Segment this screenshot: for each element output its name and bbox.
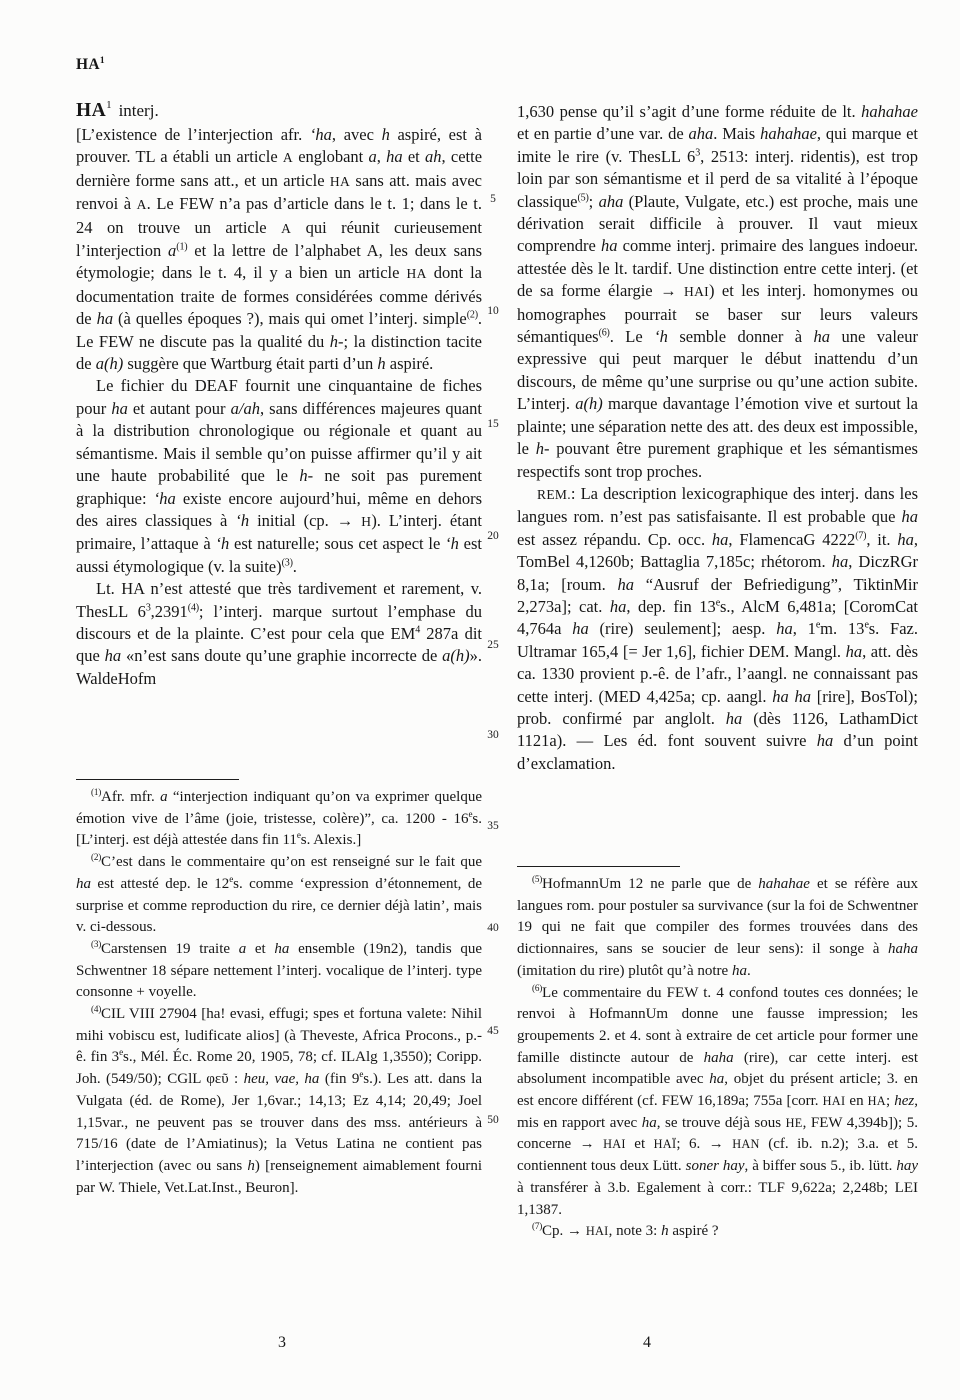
text-run: s. [L’interj. est déjà attestée dans fin 11 [76, 810, 482, 849]
text-run: une valeur expressive qui peut marquer le début inattendu d’un discours, de même qu’une surprise ou qu’une action subite. L’interj. [517, 327, 918, 414]
superscript-marker: (6) [598, 327, 610, 339]
text-run: (rire) seulement]; aesp. [588, 619, 777, 639]
superscript-marker: (4) [91, 1004, 102, 1015]
superscript-marker: e [864, 619, 869, 631]
superscript-marker: (1) [176, 241, 188, 253]
right-column [517, 101, 918, 1243]
text-run: ‘h [654, 327, 668, 347]
text-run: HAI [585, 1224, 609, 1239]
text-run: aha [598, 191, 624, 211]
text-run: ensemble (19n2), tandis que Schwentner 18 sépare nettement l’interj. vocalique de l’interj. type consonne + voyelle. [76, 940, 482, 1001]
superscript-marker: (7) [855, 530, 867, 542]
text-run: ha [725, 708, 743, 728]
left-main-text [76, 124, 482, 772]
superscript-marker: (3) [281, 557, 293, 569]
superscript-marker: (7) [532, 1221, 543, 1232]
text-run: h- [329, 331, 344, 351]
text-run: ha [831, 552, 849, 572]
superscript-marker: 4 [415, 624, 421, 636]
superscript-marker: e [229, 873, 234, 884]
line-number: 15 [487, 418, 499, 430]
text-run: aspiré, est à prouver. TL a établi un article [76, 125, 482, 167]
text-run: , dep. fin 13 [626, 596, 716, 616]
text-run: s. Alexis.] [300, 832, 362, 849]
footnote-1 [76, 787, 482, 852]
text-run: (Plaute, Vulgate, etc.) est proche, mais une dérivation serait difficile à prouver. Il vaut mieux comprendre [517, 191, 918, 256]
text-run: HAÏ [653, 1137, 677, 1152]
text-run: , 2513: interj. ridentis), est trop loin par son sémantisme et il perd de sa vitalité à l’époque classique [517, 146, 918, 211]
text-run: ‘h [235, 510, 250, 530]
text-run: CIL VIII 27904 [ha! evasi, effugi; spes et fortuna valete: Nihil mihi vobiscu est, ludificate alios] (à Theveste, Africa Procons., p.-ê. fin 3 [76, 1006, 482, 1066]
text-run: (imitation du rire) plutôt qu’à notre [517, 962, 732, 979]
text-run: 287a dit que [76, 623, 482, 666]
text-run: h [661, 1223, 669, 1240]
text-run: dont la documentation traite de formes considérées comme dérivés de [76, 263, 482, 329]
text-run: hahahae [758, 876, 810, 892]
running-head-word: HA [76, 56, 100, 73]
footnote-2 [76, 852, 482, 939]
text-run: (cf. ib. n.2); 3.a. et 5. contiennent tous deux Lütt. [517, 1136, 918, 1175]
text-run: ‘h [215, 534, 230, 554]
text-run: ha [813, 327, 831, 347]
text-run: , FlamencaG 4222 [728, 529, 856, 549]
text-run: ha [600, 236, 618, 256]
text-run: ». WaldeHofm [76, 646, 482, 688]
text-run: et [402, 147, 426, 167]
text-run: ha [274, 940, 290, 957]
text-run: à transférer à 3.b. Egalement à corr.: TLF 9,622a; 2,248b; LEI 1,1387. [517, 1179, 918, 1218]
text-run: Afr. mfr. [101, 789, 161, 805]
text-run: ha [709, 1071, 725, 1088]
footnote-7 [517, 1221, 918, 1243]
text-run: , it. [866, 529, 898, 549]
text-run: Le fichier du DEAF fournit une cinquantaine de fiches pour [76, 376, 482, 418]
text-run: englobant [292, 147, 369, 167]
text-run: . Le [609, 327, 655, 347]
text-run: A [281, 220, 292, 236]
superscript-marker: (4) [187, 602, 199, 614]
line-number: 50 [487, 1114, 499, 1126]
text-run: (à quelles époques ?), mais qui omet l’interj. simple [113, 309, 467, 329]
text-run: Cp. → [542, 1223, 586, 1240]
text-run: aspiré. [385, 354, 434, 374]
text-run: a(h) [575, 394, 603, 414]
text-run: s. comme ‘expression d’étonnement, de surprise et comme reproduction du rire, ce dernier déjà latin’, mais v. ci-dessous. [76, 875, 482, 936]
text-run: ) et les interj. homonymes ou homographes pourrait se baser sur leurs valeurs sémantiques [517, 281, 918, 347]
text-run: . Le FEW ne discute pas la qualité du [76, 309, 482, 351]
text-run: hahahae [760, 124, 817, 144]
text-run: ha [111, 398, 128, 418]
text-run: «n’est sans doute qu’une graphie incorrecte de [121, 646, 443, 666]
text-run: ; 6. → [676, 1136, 733, 1153]
text-run: en [845, 1093, 868, 1110]
text-run: ha [776, 619, 793, 639]
text-run: a [368, 147, 377, 167]
text-run: ha [96, 309, 114, 329]
text-run: s.). Les att. dans la Vulgata (éd. de Rome), Jer 1,6var.; 14,13; Ez 4,14; 20,49; Joel 1,15var., ne peuvent pas se trouver dans des mss. antérieurs à 715/16 (date de l’Amiatinus); la Vetus Latina ne contient pas l’interjection (avec ou sans [76, 1071, 482, 1174]
text-run: s. Faz. Ultramar 165,4 [= Jer 1,6], fichier DEM. Mangl. [517, 619, 918, 661]
deaf-files-paragraph [76, 375, 482, 578]
text-run: hahahae [861, 102, 918, 121]
text-run: ne soit pas purement graphique: [76, 466, 483, 508]
text-run: ha [897, 529, 914, 549]
text-run: ha [617, 574, 635, 594]
text-run: et autant pour [127, 398, 231, 418]
left-footnotes [76, 787, 482, 1199]
text-run: HofmannUm 12 ne parle que de [542, 876, 759, 892]
superscript-marker: e [815, 619, 821, 631]
text-run: , TomBel 4,1260b; Battaglia 7,185c; rhétorom. [517, 529, 919, 572]
text-run: m. 13 [820, 619, 865, 639]
page-number-right: 4 [643, 1334, 651, 1351]
superscript-marker: 3 [145, 602, 151, 614]
text-run: , avec [331, 125, 382, 144]
text-run: h [377, 354, 386, 374]
line-number-gutter [480, 0, 506, 1400]
text-run: ha [731, 962, 747, 979]
text-run: , sans différences majeures quant à la distribution chronologique ou régionale et quant au sémantisme. Mais il semble qu’on puisse affirmer qu’il y ait une haute probabilité que le [76, 398, 482, 486]
text-run: s., Mél. Éc. Rome 20, 1905, 78; cf. ILAlg 1,3550); Coripp. Joh. (549/50); CGlL φεῦ : [76, 1049, 482, 1088]
text-run: d’un point d’exclamation. [517, 731, 918, 773]
text-run: (dès 1126, LathamDict 1121a). — Les éd. font souvent suivre [517, 708, 918, 751]
text-run: a [168, 241, 177, 261]
text-run: , mis en rapport avec [517, 1093, 918, 1131]
remark-paragraph [517, 483, 918, 775]
text-run: : La description lexicographique des interj. dans les langues rom. n’est pas satisfaisante. Il est probable que [517, 483, 918, 527]
superscript-marker: (5) [577, 192, 589, 204]
text-run: existe encore aujourd’hui, même en dehors des aires classiques à [76, 488, 482, 530]
text-run: heu, vae, ha [243, 1071, 320, 1088]
latin-attestation-paragraph [76, 578, 482, 690]
line-number: 20 [487, 530, 499, 542]
footnote-separator-right [517, 866, 680, 867]
footnote-3 [76, 939, 482, 1004]
text-run: [L’existence de l’interjection afr. [76, 125, 310, 144]
text-run: ha [641, 1114, 657, 1131]
text-run: ha [386, 147, 403, 167]
text-run: a(h) [442, 646, 470, 666]
text-run: H [361, 513, 372, 529]
text-run: , att. dès ca. 1330 provient p.-ê. de l’afr., l’aangl. ne connaissant pas cette interj. (MED 4,425a; cp. aangl. [517, 641, 918, 706]
text-run: ‘h [445, 534, 459, 554]
right-footnotes [517, 874, 918, 1243]
text-run: et [625, 1136, 654, 1153]
text-run: comme interj. primaire des langues indoeur. attestée dès le lt. tardif. Une distinction entre cette interj. (et de sa forme élargie → [517, 236, 918, 301]
running-head [76, 56, 104, 74]
text-run: A [282, 150, 293, 166]
text-run: , 1 [792, 619, 816, 639]
text-run: C’est dans le commentaire qu’on est renseigné sur le fait que [101, 854, 482, 871]
entry-intro-paragraph [76, 124, 482, 375]
text-run: ha [816, 731, 834, 751]
superscript-marker: (6) [532, 982, 543, 993]
text-run: , se trouve déjà sous [656, 1114, 786, 1131]
line-number: 25 [487, 639, 499, 651]
text-run: 1,630 pense qu’il s’agit d’une forme réduite de lt. [517, 102, 862, 121]
text-run: , à biffer sous 5., ib. lütt. [744, 1158, 897, 1175]
text-run: ha [901, 507, 918, 527]
footnote-separator-left [76, 779, 239, 780]
text-run: ha [711, 529, 729, 549]
text-run: . [292, 556, 297, 576]
text-run: a(h) [95, 354, 124, 374]
text-run: et se réfère aux langues rom. pour postuler sa survivance (sur la foi de Schwentner 19 qui ne fait que compiler des formes trouvées dans des dictionnaires, sans se soucier de leur sens): il songe à [517, 876, 918, 958]
text-run: ). L’interj. étant primaire, l’attaque à [76, 510, 482, 554]
text-run: . [746, 962, 751, 979]
text-run: est assez répandu. Cp. occ. [517, 529, 712, 549]
text-run: HAN [732, 1137, 760, 1152]
line-number: 40 [487, 922, 499, 934]
running-head-homonym-number: 1 [99, 55, 105, 66]
text-run: [rire], BosTol); prob. confirmé par anglolt. [517, 686, 918, 728]
text-run: h [247, 1157, 255, 1174]
text-run: HAI [603, 1137, 626, 1152]
text-run: ah [425, 147, 442, 167]
text-run: pouvant être purement graphique et les sémantismes respectifs sont trop proches. [517, 439, 918, 481]
text-run: qui réunit curieusement l’interjection [76, 217, 482, 261]
entry-homonym-number: 1 [106, 99, 112, 111]
entry-pos: interj. [118, 101, 159, 120]
text-run: HAI [684, 284, 709, 300]
text-run: est naturelle; sous cet aspect le [229, 534, 446, 554]
text-run: aspiré ? [668, 1223, 719, 1240]
text-run: Carstensen 19 traite [101, 940, 239, 957]
text-run: h- [535, 439, 550, 459]
text-run: HA [867, 1094, 886, 1109]
text-run: , cette dernière forme sans att., et un article [76, 147, 483, 190]
entry-headline [76, 99, 482, 122]
text-run: marque davantage l’émotion vive et surtout la plainte; une séparation nette des att. des deux est impossible, le [517, 394, 918, 459]
text-run: ha [76, 875, 91, 892]
text-run: ; [588, 191, 599, 211]
text-run: “interjection indiquant qu’on va exprimer quelque émotion vive de l’âme (joie, tristesse, colère)”, ca. 1200 - 16 [76, 789, 483, 827]
text-run: ,2391 [150, 601, 188, 621]
text-run: ha [609, 596, 627, 616]
text-run: initial (cp. → [249, 510, 362, 530]
text-run: HA [329, 173, 351, 189]
text-run: ha [572, 619, 589, 639]
text-run: suggère que Wartburg était parti d’un [123, 354, 378, 374]
superscript-marker: (5) [532, 874, 543, 884]
superscript-marker: (3) [91, 938, 102, 949]
text-run: ; [886, 1093, 895, 1110]
page-number-left: 3 [278, 1334, 286, 1351]
text-run: (rire), car cette interj. est absolument incompatible avec [517, 1049, 918, 1088]
text-run: , [376, 147, 387, 167]
text-run: est attesté dep. le 12 [91, 875, 230, 892]
superscript-marker: e [359, 1069, 364, 1080]
text-run: soner hay [685, 1158, 745, 1175]
text-run: . Mais [713, 124, 761, 144]
text-run: HA [406, 266, 427, 282]
waldehofm-continuation-paragraph [517, 101, 918, 483]
text-run: et en partie d’une var. de [517, 124, 689, 144]
text-run: ‘ha [309, 125, 332, 144]
left-column [76, 99, 482, 1199]
line-number: 35 [487, 820, 499, 832]
footnote-5 [517, 874, 918, 983]
text-run: a [238, 940, 247, 957]
text-run: h [381, 125, 390, 144]
text-run: (fin 9 [319, 1071, 360, 1088]
entry-headword: HA [76, 100, 107, 121]
text-run: ha [845, 641, 863, 661]
text-run: haha [703, 1049, 734, 1066]
text-run: , FEW 4,394b]); 5. concerne → [517, 1114, 918, 1153]
superscript-marker: (1) [91, 787, 102, 797]
text-run: et la lettre de l’alphabet A, les deux sans étymologie; dans le t. 4, il y a bien un article [76, 241, 483, 283]
text-run: “Ausruf der Befriedigung”, TiktinMir 2,273a]; cat. [517, 574, 918, 616]
line-number: 5 [490, 193, 496, 205]
text-run: ha ha [772, 686, 811, 706]
text-run: ; l’interj. marque surtout l’emphase du discours et de la plainte. C’est pour cela que EM [76, 601, 482, 643]
text-run: aha [688, 124, 714, 144]
footnote-4 [76, 1004, 482, 1199]
text-run: HAI [822, 1094, 846, 1109]
superscript-marker: e [468, 808, 473, 819]
superscript-marker: e [296, 830, 301, 841]
text-run: , note 3: [608, 1223, 662, 1240]
text-run: Le commentaire du FEW t. 4 confond toutes ces données; le renvoi à HofmannUm donne une fausse impression; les groupements 2. et 4. sont à extraire de cet article pour former une famille distincte autour de [517, 984, 918, 1066]
right-main-text [517, 101, 918, 859]
text-run: HE [785, 1115, 803, 1130]
text-run: ; la distinction tacite de [76, 331, 482, 374]
superscript-marker: 3 [695, 147, 701, 159]
text-run: a/ah [230, 398, 260, 418]
text-run: et [246, 940, 275, 957]
text-run: est aussi étymologique (v. la suite) [76, 534, 482, 576]
line-number: 10 [487, 305, 499, 317]
text-run: A [136, 197, 147, 213]
footnote-6 [517, 983, 918, 1222]
text-run: s., AlcM 6,481a; [CoromCat 4,764a [517, 596, 919, 639]
text-run: , DiczRGr 8,1a; [roum. [517, 552, 918, 594]
text-run: semble donner à [667, 327, 814, 347]
text-run: haha [888, 941, 918, 958]
text-run: , objet du présent article; 3. en est encore différent (cf. FEW 16,189a; 755a [corr. [517, 1071, 918, 1110]
superscript-marker: e [119, 1047, 123, 1058]
text-run: . Le FEW n’a pas d’article dans le t. 1; dans le t. 24 on trouve un article [76, 194, 482, 237]
line-number: 30 [487, 729, 499, 741]
text-run: ) [renseignement aimablement fourni par W. Thiele, Vet.Lat.Inst., Beuron]. [76, 1157, 482, 1196]
text-run: sans att. mais avec renvoi à [76, 170, 482, 214]
text-run: Lt. HA n’est attesté que très tardivement et rarement, v. ThesLL 6 [76, 579, 482, 621]
text-run: hez [894, 1093, 915, 1110]
superscript-marker: (2) [91, 852, 102, 863]
text-run: h- [299, 466, 314, 486]
superscript-marker: e [715, 597, 721, 609]
text-run: ‘ha [153, 488, 176, 508]
text-run: ha [104, 646, 122, 666]
text-run: , qui marque et imite le rire (v. ThesLL 6 [517, 124, 919, 166]
text-run: a [160, 789, 168, 805]
text-run: REM. [537, 486, 571, 502]
text-run: hay [896, 1158, 918, 1175]
line-number: 45 [487, 1025, 499, 1037]
superscript-marker: (2) [466, 309, 478, 321]
